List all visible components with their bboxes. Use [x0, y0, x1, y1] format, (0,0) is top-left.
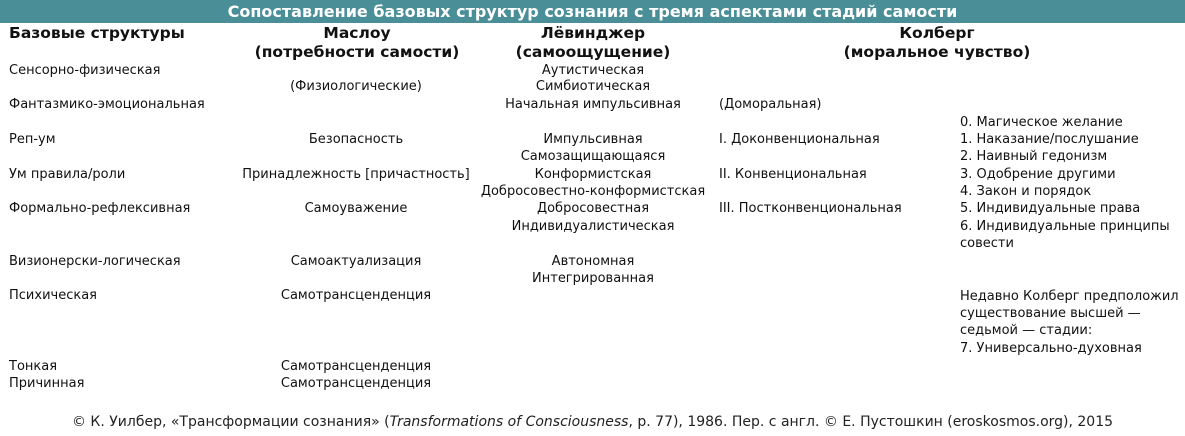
- maslow-item: Самотрансценденция: [280, 376, 432, 391]
- loevinger-stage: Начальная импульсивная: [505, 97, 681, 112]
- kohlberg-level: I. Доконвенциональная: [719, 132, 880, 147]
- basic-structure-item: Фантазмико-эмоциональная: [9, 97, 205, 112]
- basic-structure-item: Тонкая: [9, 359, 58, 374]
- loevinger-stage: Добросовестно-конформистская: [480, 184, 706, 199]
- header-kohlberg-title: Колберг: [899, 24, 975, 42]
- credit-text-before: © К. Уилбер, «Трансформации сознания» (: [71, 414, 390, 430]
- credit-text-after: , p. 77), 1986. Пер. с англ. © Е. Пустошкин (eroskosmos.org), 2015: [628, 414, 1114, 430]
- kohlberg-level: II. Конвенциональная: [719, 167, 867, 182]
- kohlberg-note-line: 7. Универсально-духовная: [960, 341, 1142, 356]
- kohlberg-stage: 4. Закон и порядок: [960, 184, 1092, 199]
- basic-structure-item: Сенсорно-физическая: [9, 63, 161, 78]
- header-kohlberg-subtitle: (моральное чувство): [843, 43, 1031, 61]
- kohlberg-stage: 0. Магическое желание: [960, 115, 1123, 130]
- maslow-item: Самотрансценденция: [280, 359, 432, 374]
- header-basic-structures: Базовые структуры: [9, 24, 185, 42]
- header-maslow-title: Маслоу: [323, 24, 391, 42]
- kohlberg-note-line: существование высшей —: [960, 306, 1141, 321]
- kohlberg-stage: 2. Наивный гедонизм: [960, 149, 1108, 164]
- maslow-item: Безопасность: [308, 132, 404, 147]
- kohlberg-note-line: седьмой — стадии:: [960, 323, 1093, 338]
- kohlberg-stage: 6. Индивидуальные принципы: [960, 219, 1170, 234]
- loevinger-stage: Симбиотическая: [535, 79, 651, 94]
- basic-structure-item: Реп-ум: [9, 132, 56, 147]
- maslow-item: Самоуважение: [304, 201, 408, 216]
- maslow-item: Самотрансценденция: [280, 288, 432, 303]
- header-maslow-subtitle: (потребности самости): [254, 43, 460, 61]
- kohlberg-stage: совести: [960, 236, 1014, 251]
- kohlberg-level: III. Постконвенциональная: [719, 201, 902, 216]
- loevinger-stage: Самозащищающаяся: [520, 149, 666, 164]
- basic-structure-item: Причинная: [9, 376, 85, 391]
- header-loevinger-title: Лёвинджер: [540, 24, 646, 42]
- kohlberg-stage: 5. Индивидуальные права: [960, 201, 1141, 216]
- source-credit: [0, 413, 1185, 431]
- basic-structure-item: Визионерски-логическая: [9, 254, 181, 269]
- loevinger-stage: Индивидуалистическая: [511, 219, 675, 234]
- header-loevinger-subtitle: (самоощущение): [515, 43, 671, 61]
- loevinger-stage: Импульсивная: [543, 132, 643, 147]
- basic-structure-item: Формально-рефлексивная: [9, 201, 191, 216]
- kohlberg-stage: 3. Одобрение другими: [960, 167, 1116, 182]
- kohlberg-level: (Доморальная): [719, 97, 822, 112]
- loevinger-stage: Автономная: [551, 254, 635, 269]
- table-title-banner: Сопоставление базовых структур сознания с тремя аспектами стадий самости: [0, 0, 1185, 23]
- basic-structure-item: Ум правила/роли: [9, 167, 126, 182]
- kohlberg-note-line: Недавно Колберг предположил: [960, 289, 1179, 304]
- loevinger-stage: Конформистская: [534, 167, 652, 182]
- loevinger-stage: Интегрированная: [532, 271, 654, 286]
- credit-book-title: Transformations of Consciousness: [389, 414, 629, 430]
- basic-structure-item: Психическая: [9, 288, 97, 303]
- maslow-item: Самоактуализация: [290, 254, 422, 269]
- loevinger-stage: Аутистическая: [541, 63, 645, 78]
- kohlberg-stage: 1. Наказание/послушание: [960, 132, 1139, 147]
- maslow-item: Принадлежность [причастность]: [242, 167, 470, 182]
- maslow-item: (Физиологические): [290, 79, 422, 94]
- loevinger-stage: Добросовестная: [536, 201, 650, 216]
